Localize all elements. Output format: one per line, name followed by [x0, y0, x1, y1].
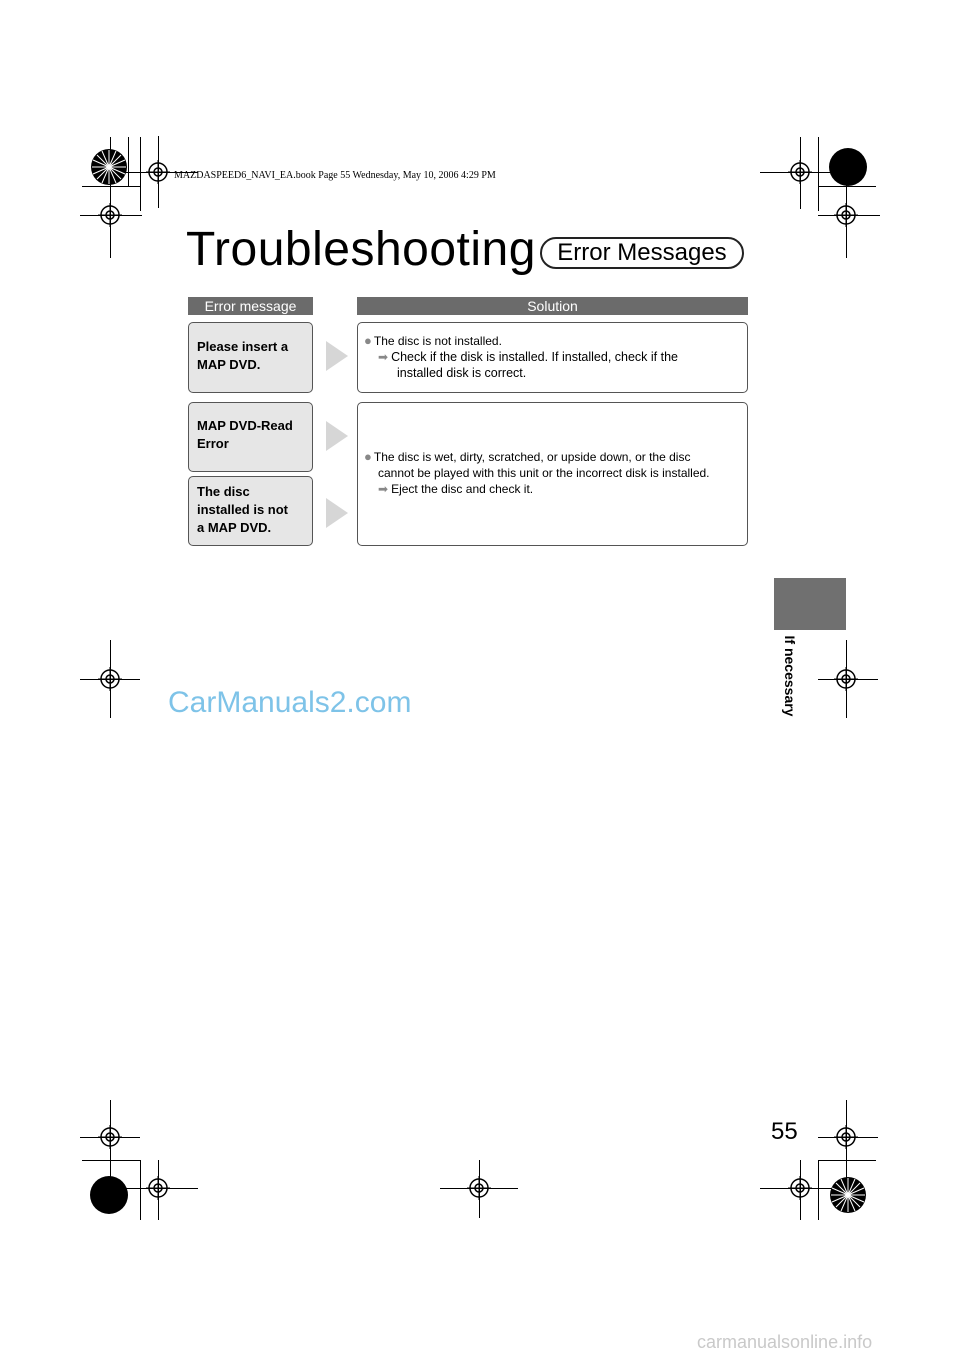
- registration-mark-icon: [834, 1125, 858, 1149]
- bullet-icon: ●: [364, 333, 372, 348]
- section-tab-label: If necessary: [782, 635, 798, 717]
- black-dot-icon: [90, 1176, 128, 1214]
- solution-box: [357, 402, 748, 546]
- error-message-box: [188, 402, 313, 472]
- fix-text: Check if the disk is installed. If installed, check if the: [391, 350, 679, 364]
- registration-mark-icon: [98, 203, 122, 227]
- registration-mark-icon: [834, 667, 858, 691]
- solution-fix-continued: installed disk is correct.: [397, 366, 527, 380]
- section-tab: [774, 578, 846, 630]
- arrow-right-icon: [326, 498, 348, 528]
- sunburst-target-icon: [829, 1176, 867, 1214]
- error-text-line: MAP DVD.: [197, 357, 261, 372]
- fix-text: Eject the disc and check it.: [391, 482, 534, 496]
- cause-text: The disc is wet, dirty, scratched, or upside down, or the disc: [373, 450, 691, 464]
- error-text-line: installed is not: [197, 502, 289, 517]
- arrow-right-icon: [326, 341, 348, 371]
- solution-box: [357, 322, 748, 393]
- cause-text: The disc is not installed.: [373, 334, 502, 348]
- registration-mark-icon: [98, 1125, 122, 1149]
- black-dot-icon: [829, 148, 867, 186]
- registration-mark-icon: [98, 667, 122, 691]
- error-message-box: [188, 476, 313, 546]
- registration-mark-icon: [788, 1176, 812, 1200]
- solution-cause: [364, 333, 747, 349]
- arrow-icon: ➡: [378, 482, 389, 496]
- column-header-error-message: Error message: [188, 297, 313, 315]
- page-number: 55: [771, 1118, 798, 1145]
- bullet-icon: ●: [364, 449, 372, 464]
- watermark-bottom: carmanualsonline.info: [697, 1332, 873, 1352]
- error-text-line: a MAP DVD.: [197, 520, 272, 535]
- column-header-solution: Solution: [357, 297, 748, 315]
- book-header: MAZDASPEED6_NAVI_EA.book Page 55 Wednesday, May 10, 2006 4:29 PM: [174, 170, 496, 181]
- error-text-line: Please insert a: [197, 339, 289, 354]
- solution-cause-continued: cannot be played with this unit or the incorrect disk is installed.: [378, 466, 710, 480]
- section-pill: Error Messages: [540, 237, 744, 269]
- registration-mark-icon: [788, 160, 812, 184]
- error-message-box: [188, 322, 313, 393]
- arrow-icon: ➡: [378, 350, 389, 364]
- registration-mark-icon: [467, 1176, 491, 1200]
- arrow-right-icon: [326, 421, 348, 451]
- solution-fix: [364, 349, 747, 365]
- watermark-top: CarManuals2.com: [168, 686, 412, 719]
- error-text-line: The disc: [197, 484, 250, 499]
- registration-mark-icon: [146, 1176, 170, 1200]
- page-title: Troubleshooting: [186, 223, 536, 276]
- solution-cause: [364, 449, 747, 465]
- solution-fix: [364, 481, 747, 497]
- registration-mark-icon: [146, 160, 170, 184]
- sunburst-target-icon: [90, 148, 128, 186]
- registration-mark-icon: [834, 203, 858, 227]
- error-text-line: Error: [197, 436, 229, 451]
- error-text-line: MAP DVD-Read: [197, 418, 293, 433]
